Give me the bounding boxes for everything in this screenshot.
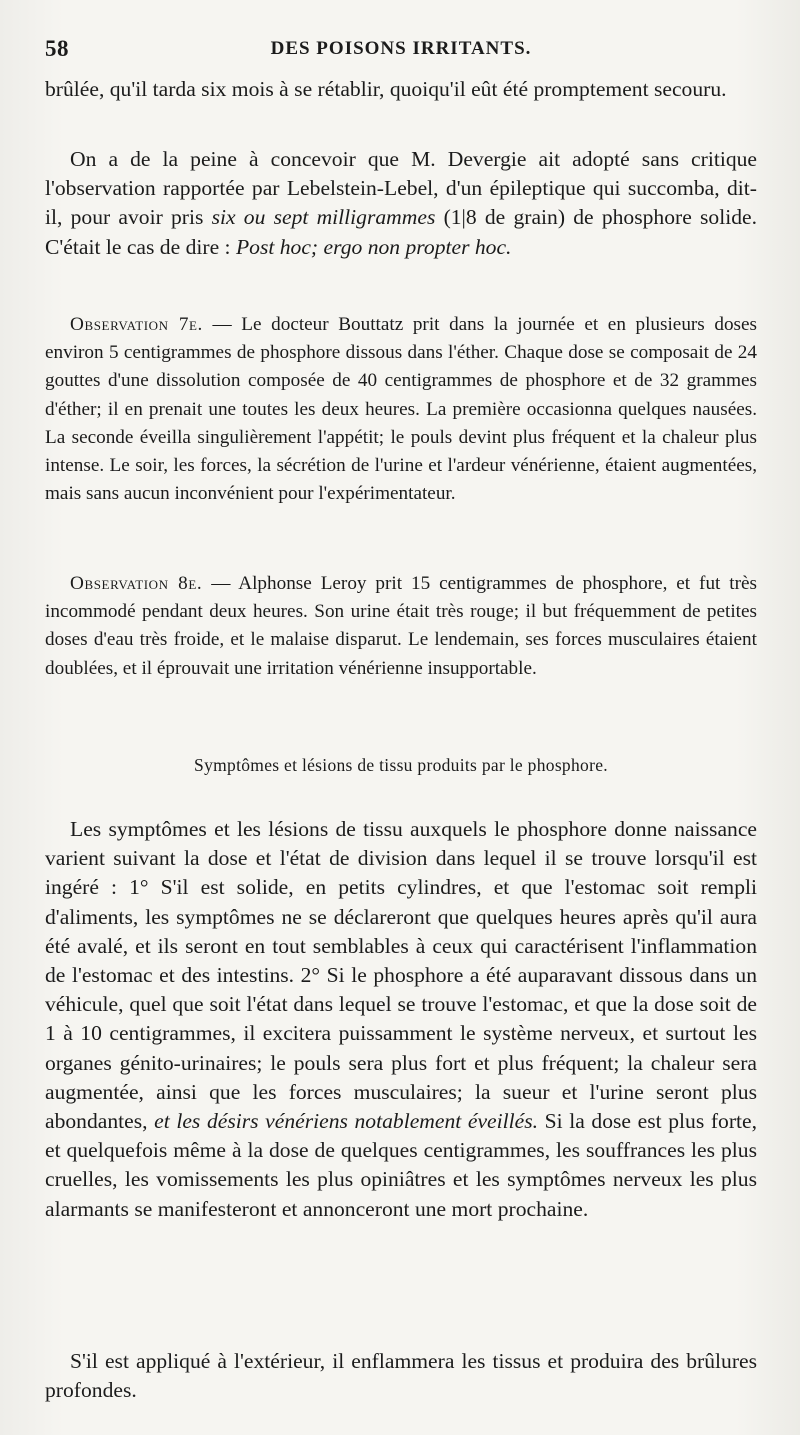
paragraph-text: (1|8 de grain) de phosphore solide. C'était le cas de dire : xyxy=(45,205,757,259)
observation-label: Observation 7e. xyxy=(70,314,203,335)
running-title: DES POISONS IRRITANTS. xyxy=(270,38,532,59)
section-heading: Symptômes et lésions de tissu produits par le phosphore. xyxy=(194,755,608,775)
paragraph-external: S'il est appliqué à l'extérieur, il enflammera les tissus et produira des brûlures profondes. xyxy=(45,1349,757,1403)
paragraph-continuation: brûlée, qu'il tarda six mois à se rétablir, quoiqu'il eût été promptement secouru. xyxy=(45,77,727,101)
observation-text: — Le docteur Bouttatz prit dans la journée et en plusieurs doses environ 5 centigrammes de phosphore dissous dans l'éther. Chaque dose se composait de 24 gouttes d'une dissolution composée de 40 centigrammes de phosphore et de 32 grammes d'éther; il en prenait une toutes les deux heures. La première occasionna quelques nausées. La seconde éveilla singulièrement l'appétit; le pouls devint plus fréquent et la chaleur plus intense. Le soir, les forces, la sécrétion de l'urine et l'ardeur vénérienne, étaient augmentées, mais sans aucun inconvénient pour l'expérimentateur. xyxy=(45,314,757,505)
page-number: 58 xyxy=(45,36,69,61)
italic-phrase: et les désirs vénériens notablement éveillés. xyxy=(154,1109,538,1134)
page-header xyxy=(45,36,757,66)
observation-label: Observation 8e. xyxy=(70,573,203,594)
observation-text: — Alphonse Leroy prit 15 centigrammes de phosphore, et fut très incommodé pendant deux heures. Son urine était très rouge; il but fréquemment de petites doses d'eau très froide, et le malaise disparut. Le lendemain, ses forces musculaires étaient doublées, et il éprouvait une irritation vénérienne insupportable. xyxy=(45,573,757,679)
observation-7 xyxy=(45,311,757,508)
paragraph-text: On a de la peine à concevoir que M. Devergie ait adopté sans critique l'observation rapportée par Lebelstein-Lebel, d'un épileptique qui succomba, dit-il, pour avoir pris xyxy=(45,147,757,230)
paragraph-text: Si la dose est plus forte, et quelquefois même à la dose de quelques centigrammes, les souffrances les plus cruelles, les vomissements les plus opiniâtres et les symptômes nerveux les plus alarmants se manifesteront et annonceront une mort prochaine. xyxy=(45,1109,757,1221)
italic-latin-phrase: Post hoc; ergo non propter hoc. xyxy=(235,234,512,259)
italic-phrase: six ou sept milligrammes xyxy=(211,205,436,230)
paragraph-text: Les symptômes et les lésions de tissu auxquels le phosphore donne naissance varient suivant la dose et l'état de division dans lequel il se trouve lorsqu'il est ingéré : 1° S'il est solide, en petits cylindres, et que l'estomac soit rempli d'aliments, les symptômes ne se déclareront que quelques heures après qu'il aura été avalé, et ils seront en tout semblables à ceux qui caractérisent l'inflammation de l'estomac et des intestins. 2° Si le phosphore a été auparavant dissous dans un véhicule, quel que soit l'état dans lequel se trouve l'estomac, et que la dose soit de 1 à 10 centigrammes, il excitera puissamment le système nerveux, et surtout les organes génito-urinaires; le pouls sera plus fort et plus fréquent; la chaleur sera augmentée, ainsi que les forces musculaires; la sueur et l'urine seront plus abondantes, xyxy=(45,817,757,1134)
paragraph-devergie xyxy=(45,145,757,262)
observation-8 xyxy=(45,570,757,683)
paragraph-symptoms xyxy=(45,815,757,1224)
